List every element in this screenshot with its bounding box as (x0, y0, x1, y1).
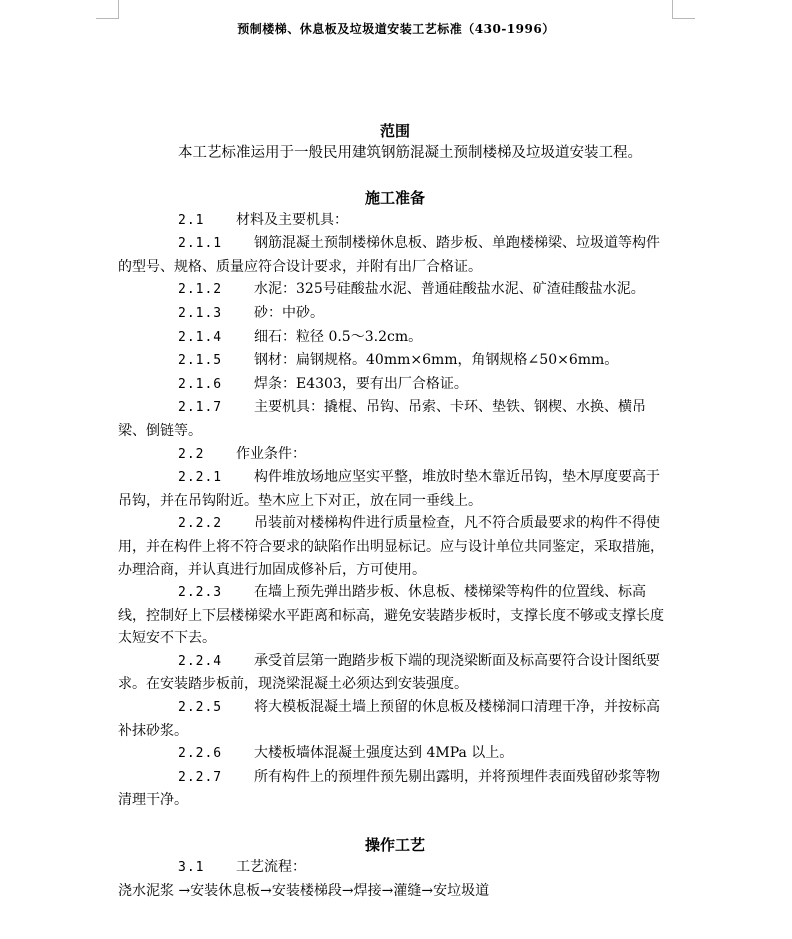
clause-2-1-4 (118, 326, 672, 350)
section-heading-preparation: 施工准备 (364, 188, 425, 207)
crop-mark-top-left (96, 0, 119, 19)
clause-2-2-7 (118, 766, 672, 812)
clause-text: 材料及主要机具： (236, 211, 348, 228)
clause-number: 2.2.6 (178, 746, 223, 762)
clause-number: 2.2 (178, 446, 205, 462)
clause-number: 2.1 (178, 212, 205, 228)
clause-text: 将大模板混凝土墙上预留的休息板及楼梯洞口清理干净，并按标高补抹砂浆。 (118, 699, 660, 739)
clause-2-2-2 (118, 512, 672, 581)
clause-text: 承受首层第一跑踏步板下端的现浇梁断面及标高要符合设计图纸要求。在安装踏步板前，现浇梁混凝土必须达到安装强度。 (118, 652, 660, 693)
clause-text: 工艺流程： (236, 859, 306, 876)
clause-text: 砂：中砂。 (254, 304, 324, 321)
clause-3-1 (118, 856, 672, 880)
clause-text: 吊装前对楼梯构件进行质量检查，凡不符合质最要求的构件不得使用，并在构件上将不符合要求的缺陷作出明显标记。应与设计单位共同鉴定，采取措施，办理洽商，并认真进行加固成修补后，方可使用。 (118, 515, 664, 578)
clause-2-1-1 (118, 232, 672, 278)
clause-text: 焊条：E4303，要有出厂合格证。 (254, 375, 468, 392)
clause-number: 3.1 (178, 860, 205, 876)
clause-text: 所有构件上的预埋件预先剔出露明，并将预埋件表面残留砂浆等物清理干净。 (118, 768, 660, 809)
document-header: 预制楼梯、休息板及垃圾道安装工艺标准（430-1996） (237, 22, 555, 36)
clause-2-1-2 (118, 278, 672, 302)
clause-text: 细石：粒径 0.5～3.2cm。 (254, 328, 423, 345)
clause-2-2-6 (118, 742, 672, 766)
clause-text: 钢材：扁钢规格。40mm×6mm，角钢规格∠50×6mm。 (254, 352, 619, 369)
clause-number: 2.2.1 (178, 470, 223, 486)
clause-2-2-3 (118, 581, 672, 650)
clause-2-1-5 (118, 349, 672, 373)
clause-2-1 (118, 209, 672, 233)
clause-number: 2.1.4 (178, 329, 223, 345)
section-heading-scope: 范围 (379, 122, 410, 140)
document-body (118, 120, 672, 902)
clause-text: 大楼板墙体混凝土强度达到 4MPa 以上。 (254, 745, 514, 762)
clause-number: 2.2.4 (178, 653, 223, 669)
clause-text: 钢筋混凝土预制楼梯休息板、踏步板、单跑楼梯梁、垃圾道等构件的型号、规格、质量应符合设计要求，并附有出厂合格证。 (118, 235, 660, 275)
clause-number: 2.1.1 (178, 236, 223, 252)
clause-text: 在墙上预先弹出踏步板、休息板、楼梯梁等构件的位置线、标高线，控制好上下层楼梯梁水平距离和标高，避免安装踏步板时，支撑长度不够或支撑长度太短安不下去。 (118, 584, 664, 647)
clause-2-1-6 (118, 373, 672, 397)
clause-text: 构件堆放场地应坚实平整，堆放时垫木靠近吊钩，垫木厚度要高于吊钩，并在吊钩附近。垫木应上下对正，放在同一垂线上。 (118, 469, 660, 509)
clause-2-2-4 (118, 650, 672, 696)
clause-2-1-7 (118, 396, 672, 442)
process-flow: 浇水泥浆 →安装休息板→安装楼梯段→焊接→灌缝→安垃圾道 (118, 882, 490, 899)
clause-number: 2.1.3 (178, 305, 223, 321)
clause-number: 2.2.7 (178, 769, 223, 785)
clause-text: 主要机具：撬棍、吊钩、吊索、卡环、垫铁、钢楔、水换、横吊梁、倒链等。 (118, 399, 646, 439)
clause-number: 2.2.3 (178, 585, 223, 601)
clause-2-2-1 (118, 466, 672, 512)
clause-text: 作业条件： (236, 445, 306, 462)
clause-number: 2.1.2 (178, 282, 223, 298)
clause-2-2-5 (118, 696, 672, 742)
section-heading-operation: 操作工艺 (364, 836, 425, 855)
clause-2-2 (118, 443, 672, 467)
clause-number: 2.2.2 (178, 516, 223, 532)
clause-number: 2.1.5 (178, 353, 223, 369)
clause-number: 2.1.6 (178, 376, 223, 392)
clause-number: 2.1.7 (178, 400, 223, 416)
clause-2-1-3 (118, 302, 672, 326)
clause-number: 2.2.5 (178, 700, 223, 716)
crop-mark-top-right (672, 0, 695, 19)
clause-text: 水泥：325号硅酸盐水泥、普通硅酸盐水泥、矿渣硅酸盐水泥。 (254, 281, 645, 298)
scope-paragraph: 本工艺标准运用于一般民用建筑钢筋混凝土预制楼梯及垃圾道安装工程。 (178, 145, 642, 161)
